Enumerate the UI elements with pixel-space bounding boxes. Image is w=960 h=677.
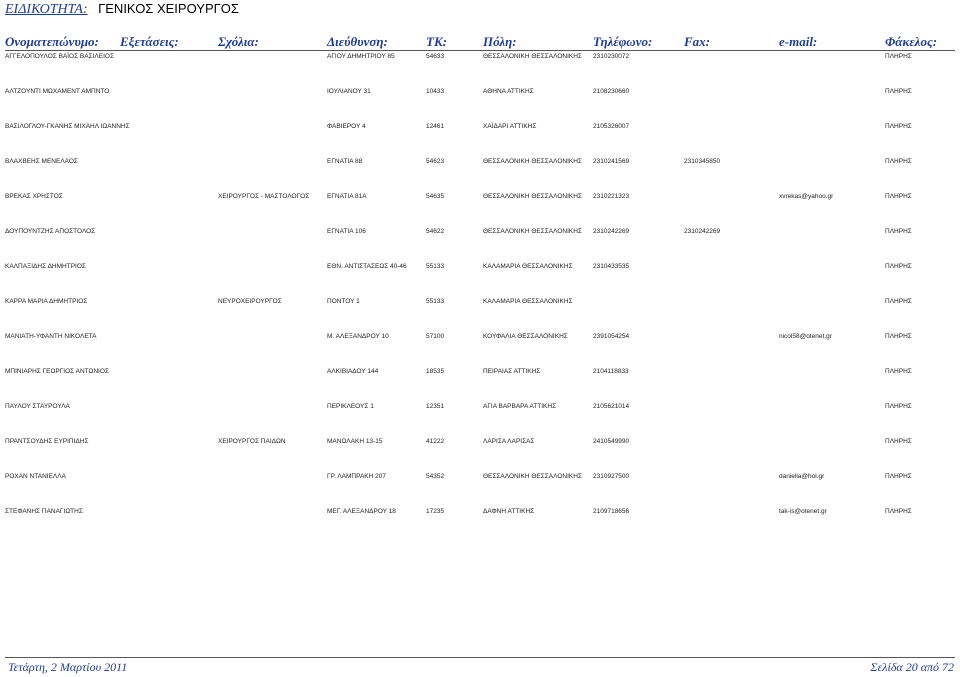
header-phone: Τηλέφωνο: xyxy=(593,34,653,49)
cell-folder: ΠΛΗΡΗΣ xyxy=(885,193,912,200)
cell-name: ΒΑΣΙΛΟΓΛΟΥ-ΓΚΑΝΗΣ ΜΙΧΑΗΛ ΙΩΑΝΝΗΣ xyxy=(5,123,130,130)
cell-phone: 2310221323 xyxy=(593,193,630,200)
cell-folder: ΠΛΗΡΗΣ xyxy=(885,333,912,340)
cell-postcode: 54352 xyxy=(426,473,445,480)
cell-name: ΣΤΕΦΑΝΗΣ ΠΑΝΑΓΙΩΤΗΣ xyxy=(5,508,83,515)
header-exams: Εξετάσεις: xyxy=(120,34,179,49)
cell-name: ΠΑΥΛΟΥ ΣΤΑΥΡΟΥΛΑ xyxy=(5,403,70,410)
cell-fax: 2310345850 xyxy=(684,158,721,165)
header-address: Διεύθυνση: xyxy=(327,34,388,49)
cell-folder: ΠΛΗΡΗΣ xyxy=(885,368,912,375)
table-row xyxy=(0,507,960,537)
cell-folder: ΠΛΗΡΗΣ xyxy=(885,228,912,235)
cell-folder: ΠΛΗΡΗΣ xyxy=(885,123,912,130)
cell-phone: 2391054254 xyxy=(593,333,630,340)
column-header-row xyxy=(0,34,960,50)
cell-address: ΜΕΓ. ΑΛΕΞΑΝΔΡΟΥ 18 xyxy=(327,508,396,515)
cell-postcode: 54622 xyxy=(426,228,445,235)
cell-name: ΒΡΕΚΑΣ ΧΡΗΣΤΟΣ xyxy=(5,193,63,200)
cell-name: ΚΑΛΠΑΞΙΔΗΣ ΔΗΜΗΤΡΙΟΣ xyxy=(5,263,86,270)
cell-phone: 2105326007 xyxy=(593,123,630,130)
cell-city: ΘΕΣΣΑΛΟΝΙΚΗ ΘΕΣΣΑΛΟΝΙΚΗΣ xyxy=(483,193,582,200)
footer-page-number: Σελίδα 20 από 72 xyxy=(870,660,954,674)
cell-comments: ΧΕΙΡΟΥΡΓΟΣ ΠΑΙΔΩΝ xyxy=(218,438,286,445)
cell-address: ΑΓΙΟΥ ΔΗΜΗΤΡΙΟΥ 85 xyxy=(327,53,395,60)
table-row xyxy=(0,87,960,117)
header-postcode: ΤΚ: xyxy=(426,34,447,49)
table-row xyxy=(0,297,960,327)
cell-address: ΠΟΝΤΟΥ 1 xyxy=(327,298,360,305)
header-divider xyxy=(5,50,955,51)
cell-postcode: 10433 xyxy=(426,88,445,95)
cell-phone: 2310927500 xyxy=(593,473,630,480)
cell-address: ΕΓΝΑΤΙΑ 81Α xyxy=(327,193,367,200)
cell-postcode: 18535 xyxy=(426,368,445,375)
cell-address: ΙΟΥΛΙΑΝΟΥ 31 xyxy=(327,88,371,95)
cell-address: ΕΓΝΑΤΙΑ 106 xyxy=(327,228,366,235)
cell-postcode: 17235 xyxy=(426,508,445,515)
cell-folder: ΠΛΗΡΗΣ xyxy=(885,298,912,305)
table-row xyxy=(0,332,960,362)
cell-comments: ΝΕΥΡΟΧΕΙΡΟΥΡΓΟΣ xyxy=(218,298,282,305)
table-row xyxy=(0,52,960,82)
cell-phone: 2310241569 xyxy=(593,158,630,165)
title-bar xyxy=(5,0,239,18)
cell-city: ΧΑΪΔΑΡΙ ΑΤΤΙΚΗΣ xyxy=(483,123,537,130)
header-folder: Φάκελος: xyxy=(885,34,938,49)
cell-name: ΒΛΑΧΒΕΗΣ ΜΕΝΕΛΑΟΣ xyxy=(5,158,78,165)
table-row xyxy=(0,367,960,397)
cell-address: ΕΓΝΑΤΙΑ 88 xyxy=(327,158,363,165)
cell-city: ΘΕΣΣΑΛΟΝΙΚΗ ΘΕΣΣΑΛΟΝΙΚΗΣ xyxy=(483,158,582,165)
cell-address: ΑΛΚΙΒΙΑΔΟΥ 144 xyxy=(327,368,379,375)
header-name: Ονοματεπώνυμο: xyxy=(5,34,99,49)
cell-name: ΠΡΑΝΤΣΟΥΔΗΣ ΕΥΡΙΠΙΔΗΣ xyxy=(5,438,89,445)
cell-phone: 2104118833 xyxy=(593,368,629,375)
cell-folder: ΠΛΗΡΗΣ xyxy=(885,263,912,270)
cell-name: ΑΛΤΖΟΥΝΤΙ ΜΩΧΑΜΕΝΤ ΑΜΠΝΤΟ xyxy=(5,88,110,95)
cell-address: ΜΑΝΩΛΑΚΗ 13-15 xyxy=(327,438,383,445)
table-row xyxy=(0,192,960,222)
cell-phone: 2109718656 xyxy=(593,508,630,515)
cell-city: ΑΓΙΑ ΒΑΡΒΑΡΑ ΑΤΤΙΚΗΣ xyxy=(483,403,557,410)
cell-address: Μ. ΑΛΕΞΑΝΔΡΟΥ 10 xyxy=(327,333,389,340)
cell-postcode: 55133 xyxy=(426,298,445,305)
cell-email: daniella@hol.gr xyxy=(779,473,825,480)
cell-address: ΠΕΡΙΚΛΕΟΥΣ 1 xyxy=(327,403,374,410)
cell-city: ΚΑΛΑΜΑΡΙΑ ΘΕΣΣΑΛΟΝΙΚΗΣ xyxy=(483,298,573,305)
cell-city: ΚΟΥΦΑΛΙΑ ΘΕΣΣΑΛΟΝΙΚΗΣ xyxy=(483,333,568,340)
header-city: Πόλη: xyxy=(483,34,517,49)
header-email: e-mail: xyxy=(779,34,818,49)
cell-name: ΜΠΙΝΙΑΡΗΣ ΓΕΩΡΓΙΟΣ ΑΝΤΩΝΙΟΣ xyxy=(5,368,109,375)
cell-name: ΡΟΧΑΝ ΝΤΑΝΙΕΛΛΑ xyxy=(5,473,66,480)
cell-folder: ΠΛΗΡΗΣ xyxy=(885,508,912,515)
footer-date: Τετάρτη, 2 Μαρτίου 2011 xyxy=(8,660,128,674)
cell-postcode: 55133 xyxy=(426,263,445,270)
cell-phone: 2410549990 xyxy=(593,438,630,445)
cell-address: ΕΘΝ. ΑΝΤΙΣΤΑΣΕΩΣ 40-46 xyxy=(327,263,407,270)
cell-phone: 2310230072 xyxy=(593,53,630,60)
cell-phone: 2105621014 xyxy=(593,403,630,410)
header-fax: Fax: xyxy=(684,34,710,49)
cell-email: xvrekas@yahoo.gr xyxy=(779,193,834,200)
cell-phone: 2108230660 xyxy=(593,88,630,95)
cell-phone: 2310242269 xyxy=(593,228,630,235)
cell-name: ΑΓΓΕΛΟΠΟΥΛΟΣ ΒΑΪΟΣ ΒΑΣΙΛΕΙΟΣ xyxy=(5,53,114,60)
cell-postcode: 54635 xyxy=(426,193,445,200)
footer-divider xyxy=(5,657,955,658)
cell-postcode: 41222 xyxy=(426,438,445,445)
table-row xyxy=(0,402,960,432)
cell-city: ΘΕΣΣΑΛΟΝΙΚΗ ΘΕΣΣΑΛΟΝΙΚΗΣ xyxy=(483,473,582,480)
cell-name: ΔΟΥΠΟΥΝΤΖΗΣ ΑΠΟΣΤΟΛΟΣ xyxy=(5,228,96,235)
cell-city: ΘΕΣΣΑΛΟΝΙΚΗ ΘΕΣΣΑΛΟΝΙΚΗΣ xyxy=(483,53,582,60)
cell-folder: ΠΛΗΡΗΣ xyxy=(885,53,912,60)
cell-postcode: 12461 xyxy=(426,123,445,130)
page-footer xyxy=(0,660,960,676)
cell-city: ΚΑΛΑΜΑΡΙΑ ΘΕΣΣΑΛΟΝΙΚΗΣ xyxy=(483,263,573,270)
table-row xyxy=(0,157,960,187)
cell-email: nicol58@otenet.gr xyxy=(779,333,832,340)
cell-fax: 2310242269 xyxy=(684,228,721,235)
cell-email: tak-is@otenet.gr xyxy=(779,508,827,515)
cell-comments: ΧΕΙΡΟΥΡΓΟΣ - ΜΑΣΤΟΛΟΓΟΣ xyxy=(218,193,310,200)
cell-city: ΛΑΡΙΣΑ ΛΑΡΙΣΑΣ xyxy=(483,438,535,445)
cell-name: ΚΑΡΡΑ ΜΑΡΙΑ ΔΗΜΗΤΡΙΟΣ xyxy=(5,298,88,305)
cell-postcode: 54633 xyxy=(426,53,445,60)
table-row xyxy=(0,472,960,502)
header-comments: Σχόλια: xyxy=(218,34,259,49)
cell-name: ΜΑΝΙΑΤΗ-ΥΦΑΝΤΗ ΝΙΚΟΛΕΤΑ xyxy=(5,333,97,340)
cell-folder: ΠΛΗΡΗΣ xyxy=(885,158,912,165)
table-row xyxy=(0,262,960,292)
cell-city: ΑΘΗΝΑ ΑΤΤΙΚΗΣ xyxy=(483,88,534,95)
cell-folder: ΠΛΗΡΗΣ xyxy=(885,438,912,445)
specialty-value: ΓΕΝΙΚΟΣ ΧΕΙΡΟΥΡΓΟΣ xyxy=(98,1,239,16)
table-row xyxy=(0,227,960,257)
cell-folder: ΠΛΗΡΗΣ xyxy=(885,473,912,480)
cell-postcode: 54623 xyxy=(426,158,445,165)
cell-city: ΔΑΦΝΗ ΑΤΤΙΚΗΣ xyxy=(483,508,535,515)
cell-city: ΘΕΣΣΑΛΟΝΙΚΗ ΘΕΣΣΑΛΟΝΙΚΗΣ xyxy=(483,228,582,235)
cell-folder: ΠΛΗΡΗΣ xyxy=(885,88,912,95)
specialty-label: ΕΙΔΙΚΟΤΗΤΑ: xyxy=(5,2,88,17)
cell-postcode: 57100 xyxy=(426,333,445,340)
table-row xyxy=(0,122,960,152)
cell-city: ΠΕΙΡΑΙΑΣ ΑΤΤΙΚΗΣ xyxy=(483,368,541,375)
cell-address: ΦΑΒΙΕΡΟΥ 4 xyxy=(327,123,366,130)
cell-phone: 2310433535 xyxy=(593,263,630,270)
table-row xyxy=(0,437,960,467)
cell-postcode: 12351 xyxy=(426,403,445,410)
cell-folder: ΠΛΗΡΗΣ xyxy=(885,403,912,410)
cell-address: ΓΡ. ΛΑΜΠΡΑΚΗ 207 xyxy=(327,473,386,480)
